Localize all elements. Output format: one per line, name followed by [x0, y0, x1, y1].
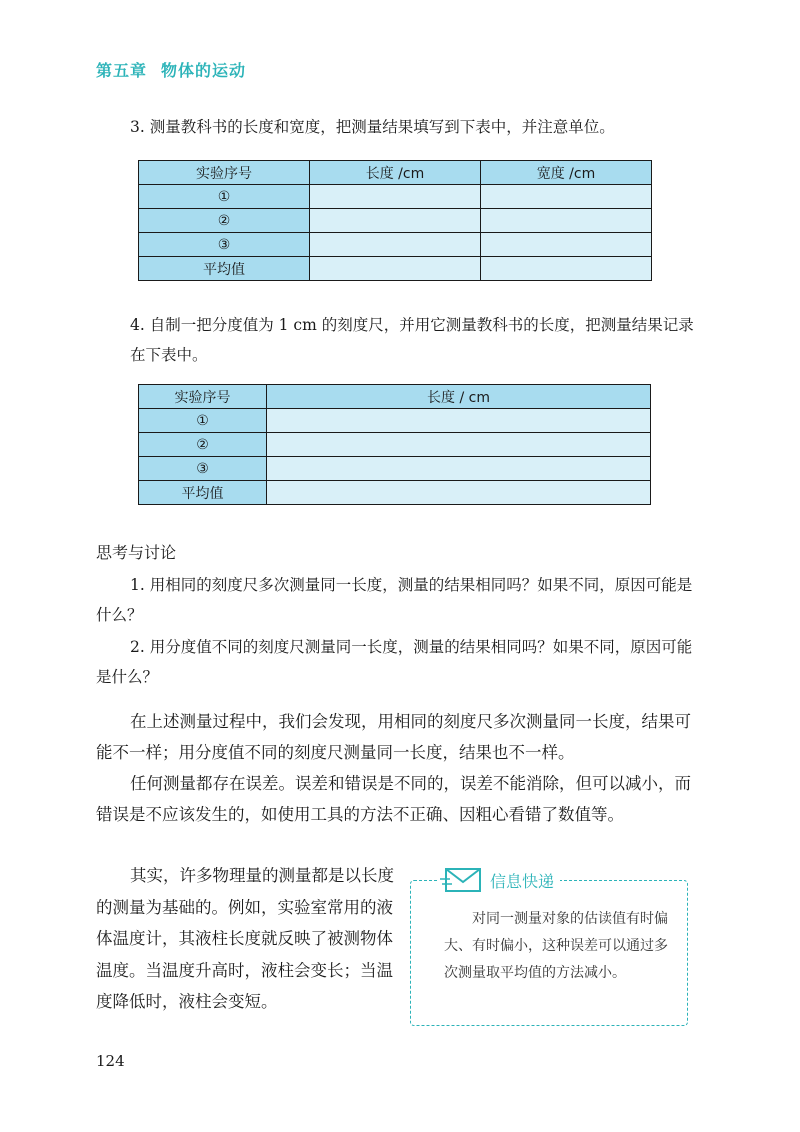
table-cell	[267, 481, 651, 505]
table-cell	[267, 433, 651, 457]
table-row	[139, 457, 651, 481]
column-header: 实验序号	[139, 161, 310, 185]
column-header: 长度 /cm	[310, 161, 481, 185]
table-cell	[310, 257, 481, 281]
page-number: 124	[96, 1052, 125, 1070]
table-row	[139, 209, 652, 233]
info-title: 信息快递	[490, 871, 555, 891]
info-text: 对同一测量对象的估读值有时偏大、有时偏小，这种误差可以通过多次测量取平均值的方法减小。	[444, 911, 668, 981]
discussion-question-1: 1. 用相同的刻度尺多次测量同一长度，测量的结果相同吗？如果不同，原因可能是什么？	[96, 576, 693, 624]
column-header: 宽度 /cm	[481, 161, 652, 185]
task3-text: 3. 测量教科书的长度和宽度，把测量结果填写到下表中，并注意单位。	[130, 118, 615, 136]
table-row	[139, 257, 652, 281]
table-row	[139, 481, 651, 505]
row-label: ③	[139, 457, 267, 481]
chapter-title: 物体的运动	[161, 61, 247, 80]
task4-table	[138, 384, 651, 505]
table-cell	[267, 457, 651, 481]
table-cell	[267, 409, 651, 433]
table-row	[139, 185, 652, 209]
row-label: ②	[139, 209, 310, 233]
body-paragraph-1: 在上述测量过程中，我们会发现，用相同的刻度尺多次测量同一长度，结果可能不一样；用分度值不同的刻度尺测量同一长度，结果也不一样。	[96, 712, 691, 762]
table-row	[139, 233, 652, 257]
table-cell	[310, 185, 481, 209]
chapter-header	[96, 58, 260, 81]
row-label: 平均值	[139, 481, 267, 505]
column-header: 长度 / cm	[267, 385, 651, 409]
table-cell	[481, 185, 652, 209]
info-header	[438, 866, 560, 894]
table-cell	[310, 209, 481, 233]
chapter-number: 第五章	[96, 61, 148, 80]
table-header-row	[139, 161, 652, 185]
row-label: ①	[139, 409, 267, 433]
row-label: ③	[139, 233, 310, 257]
envelope-icon	[440, 867, 484, 893]
row-label: ②	[139, 433, 267, 457]
body-paragraph-3: 其实，许多物理量的测量都是以长度的测量为基础的。例如，实验室常用的液体温度计，其液柱长度就反映了被测物体温度。当温度升高时，液柱会变长；当温度降低时，液柱会变短。	[96, 866, 394, 1011]
column-header: 实验序号	[139, 385, 267, 409]
body-paragraph-2: 任何测量都存在误差。误差和错误是不同的，误差不能消除，但可以减小，而错误是不应该发生的，如使用工具的方法不正确、因粗心看错了数值等。	[96, 774, 691, 824]
table-cell	[481, 209, 652, 233]
row-label: 平均值	[139, 257, 310, 281]
table-header-row	[139, 385, 651, 409]
table-row	[139, 409, 651, 433]
discussion-question-2: 2. 用分度值不同的刻度尺测量同一长度，测量的结果相同吗？如果不同，原因可能是什么？	[96, 638, 693, 686]
task4-text: 4. 自制一把分度值为 1 cm 的刻度尺，并用它测量教科书的长度，把测量结果记录在下表中。	[130, 316, 694, 364]
table-cell	[310, 233, 481, 257]
row-label: ①	[139, 185, 310, 209]
table-cell	[481, 257, 652, 281]
table-cell	[481, 233, 652, 257]
discussion-title: 思考与讨论	[96, 543, 177, 562]
table-row	[139, 433, 651, 457]
task3-table	[138, 160, 652, 281]
